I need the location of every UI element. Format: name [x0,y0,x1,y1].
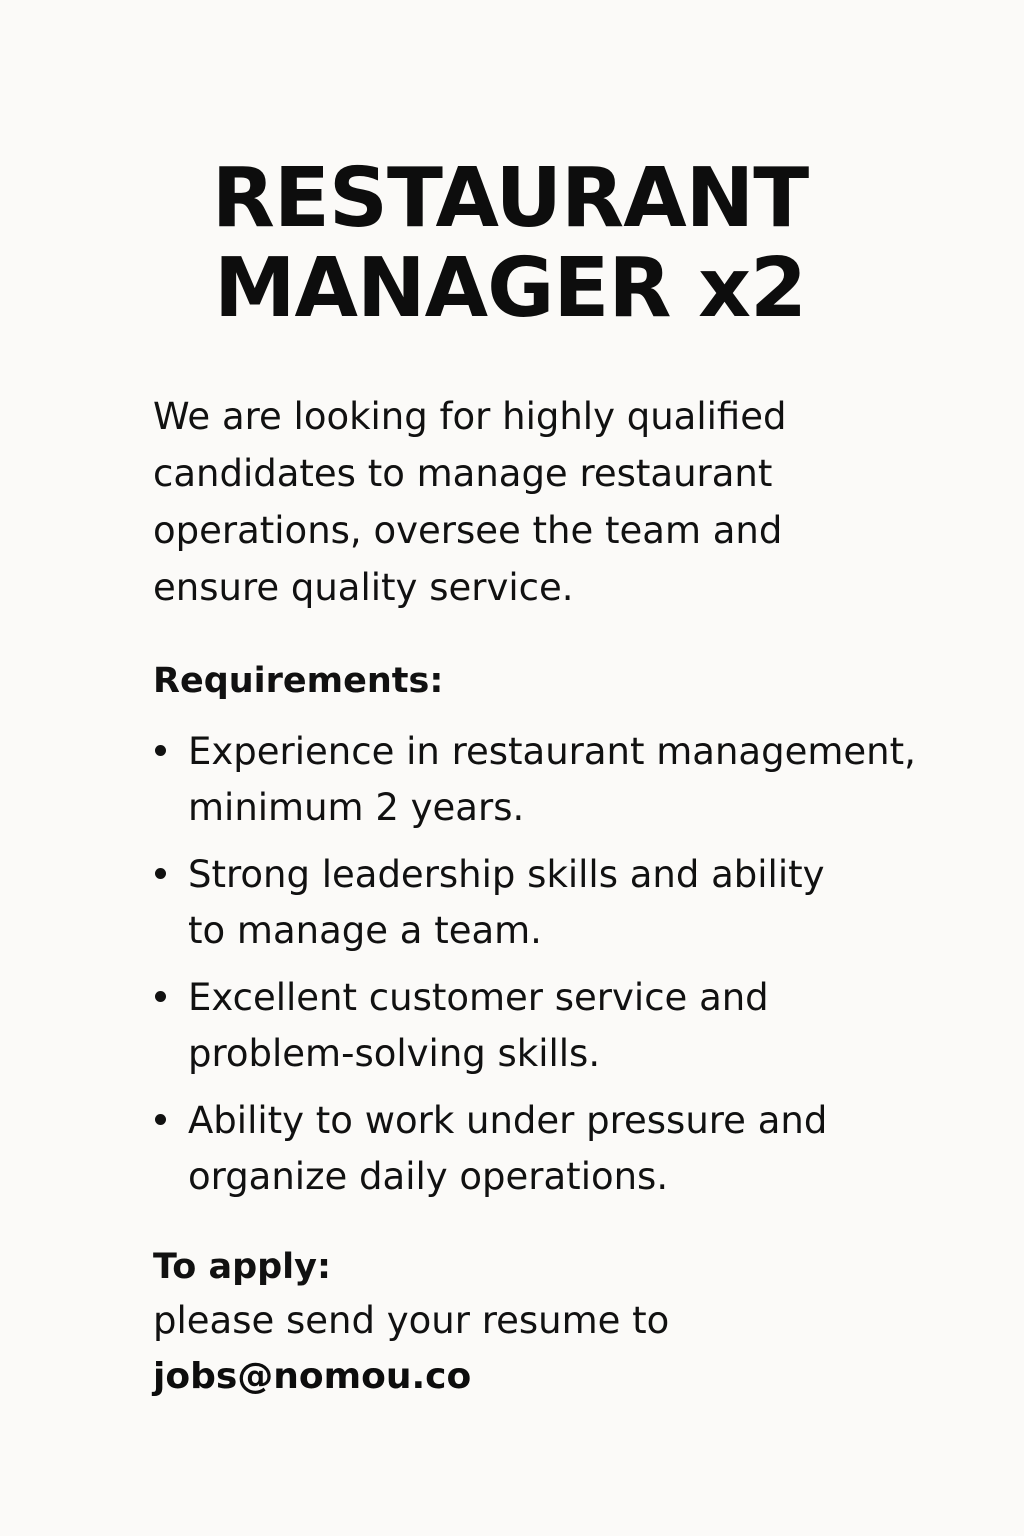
apply-instructions: please send your resume to [153,1299,670,1342]
apply-heading: To apply: [153,1247,331,1287]
intro-line-2: candidates to manage restaurant [153,452,773,495]
bullet-icon [155,745,166,756]
requirement-line-2: minimum 2 years. [188,786,525,829]
title-line-2: MANAGER x2 [213,241,807,336]
requirement-line-1: Experience in restaurant management, [188,730,916,773]
intro-line-1: We are looking for highly qualified [153,395,787,438]
page-title [150,151,870,336]
requirement-item [153,1093,953,1205]
requirement-line-2: organize daily operations. [188,1155,669,1198]
bullet-icon [155,991,166,1002]
requirement-item [153,847,953,959]
title-line-1: RESTAURANT [211,151,809,246]
requirement-line-1: Strong leadership skills and ability [188,853,825,896]
requirements-heading: Requirements: [153,661,444,701]
bullet-icon [155,868,166,879]
intro-line-3: operations, oversee the team and [153,509,783,552]
requirements-list [153,724,953,1216]
requirement-item [153,724,953,836]
requirement-line-1: Excellent customer service and [188,976,769,1019]
bullet-icon [155,1114,166,1125]
apply-email-link[interactable]: jobs@nomou.co [153,1356,472,1397]
requirement-item [153,970,953,1082]
requirement-line-1: Ability to work under pressure and [188,1099,828,1142]
intro-paragraph [153,388,873,616]
requirement-line-2: to manage a team. [188,909,542,952]
intro-line-4: ensure quality service. [153,566,574,609]
requirement-line-2: problem-solving skills. [188,1032,601,1075]
